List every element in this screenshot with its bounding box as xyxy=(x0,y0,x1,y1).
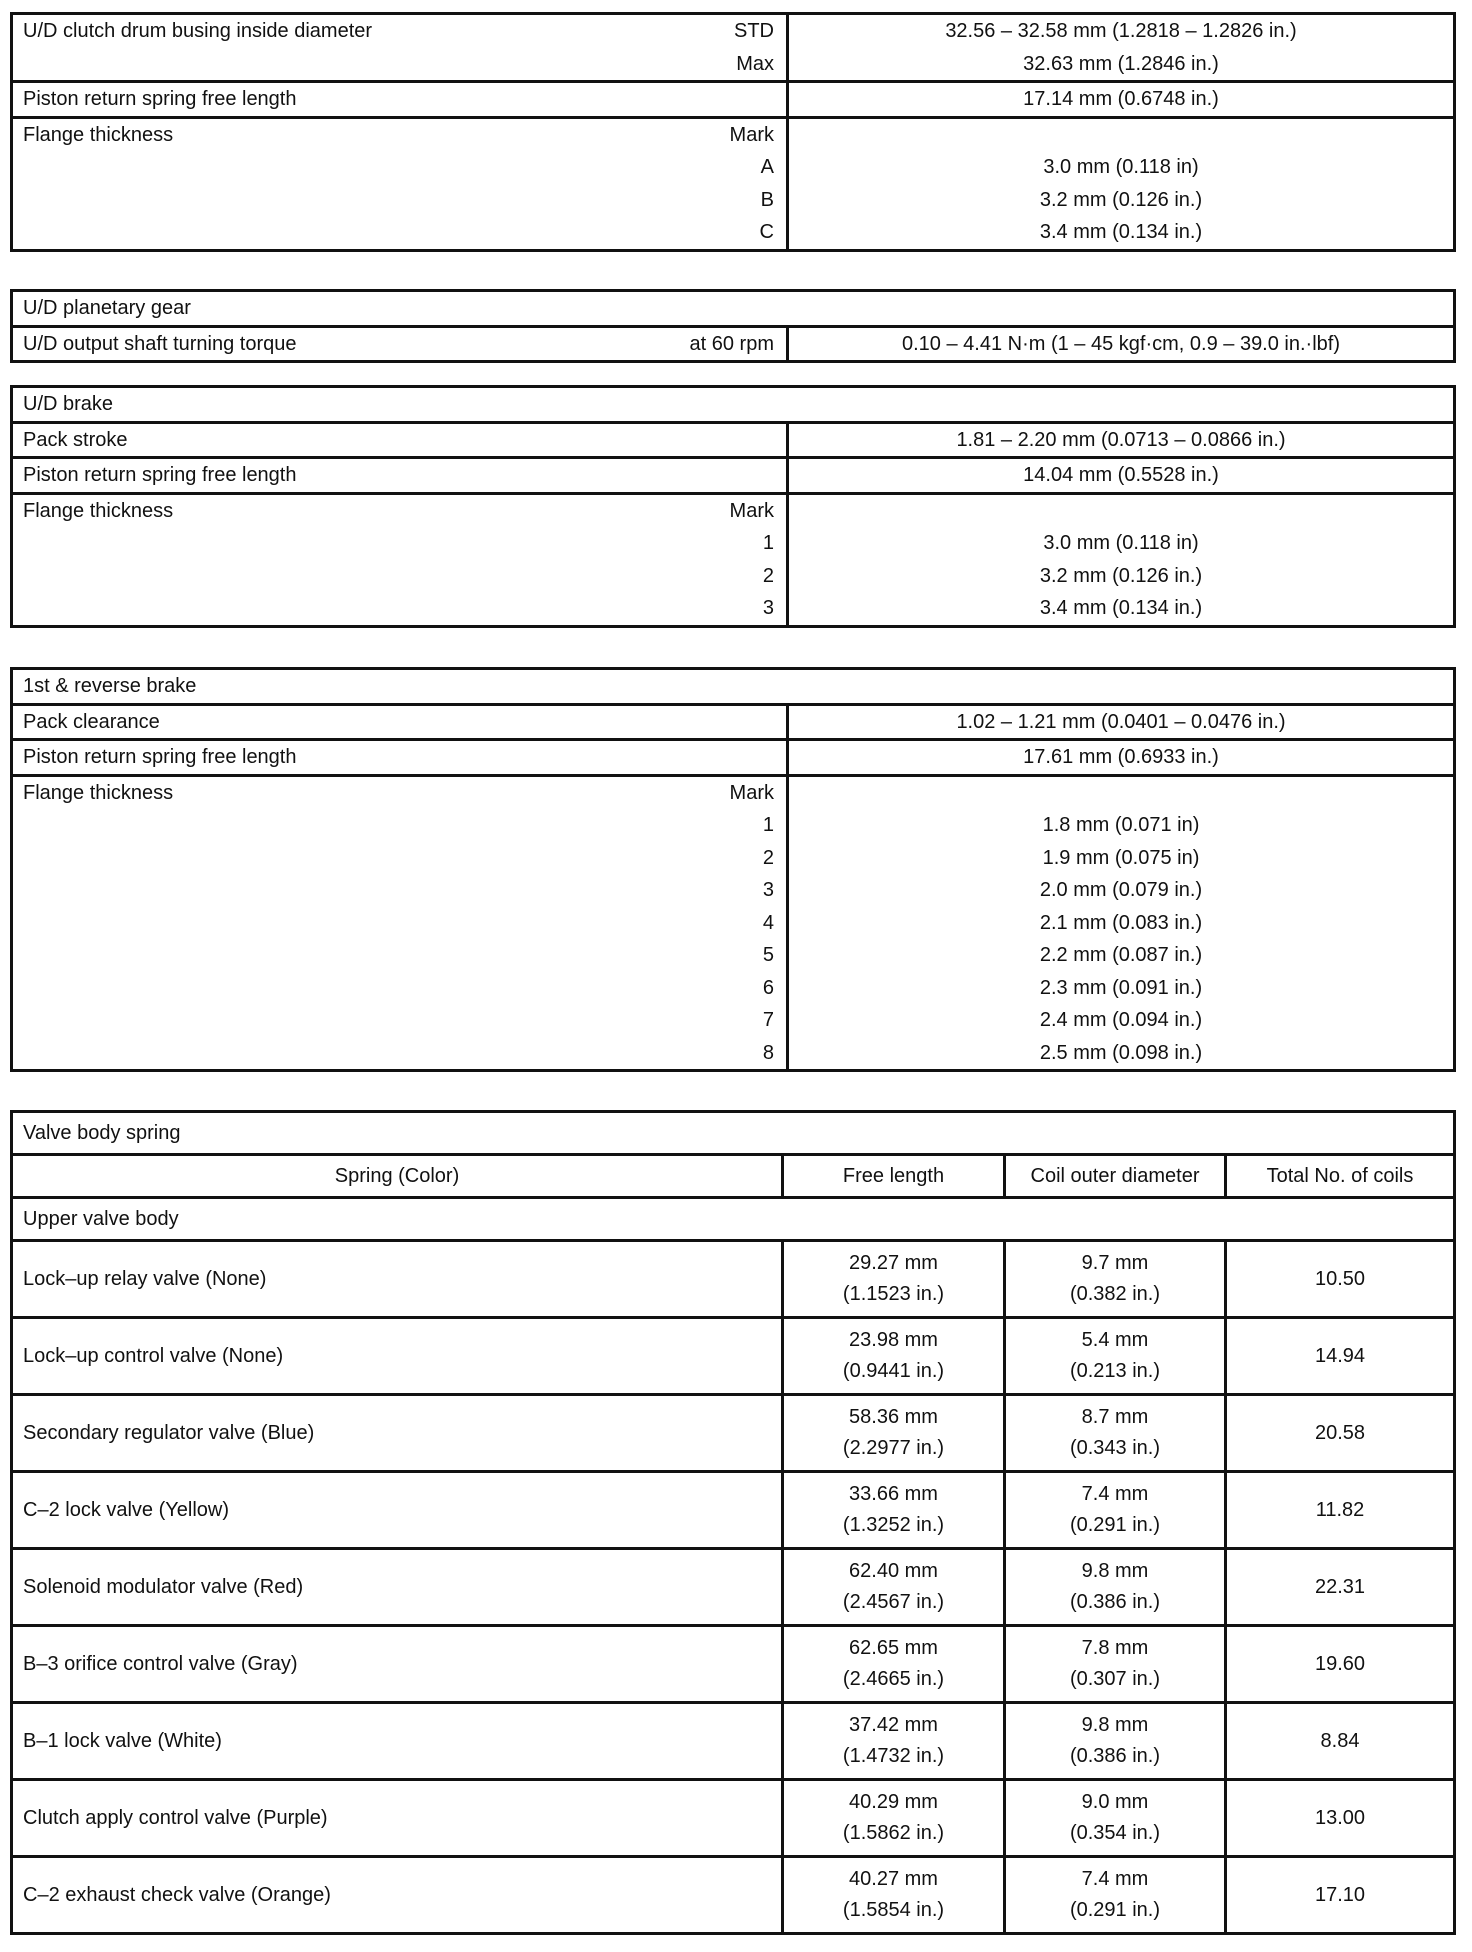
piston-spring-row xyxy=(13,738,1453,774)
mark: 2 xyxy=(762,564,774,587)
free-length-mm: 58.36 mm xyxy=(849,1406,938,1428)
mark: 1 xyxy=(762,532,774,554)
bushing-diameter-label: U/D clutch drum busing inside diameter xyxy=(23,20,373,42)
section-title: 1st & reverse brake xyxy=(23,675,197,697)
coil-od-mm: 7.8 mm xyxy=(1081,1637,1149,1659)
column-header: Total No. of coils xyxy=(1266,1165,1414,1187)
column-header: Coil outer diameter xyxy=(1006,1156,1227,1196)
spring-name: Solenoid modulator valve (Red) xyxy=(13,1550,784,1624)
spring-name: Lock–up control valve (None) xyxy=(13,1319,784,1393)
total-coils: 11.82 xyxy=(1315,1498,1365,1521)
spring-name: Clutch apply control valve (Purple) xyxy=(13,1781,784,1855)
mark: 7 xyxy=(762,1009,774,1031)
spring-name: Lock–up relay valve (None) xyxy=(13,1242,784,1316)
free-length-in: (1.5854 in.) xyxy=(842,1899,945,1921)
free-length-mm: 29.27 mm xyxy=(849,1252,938,1274)
pack-clearance-value: 1.02 – 1.21 mm (0.0401 – 0.0476 in.) xyxy=(956,710,1286,733)
flange-value: 2.3 mm (0.091 in.) xyxy=(1039,976,1203,999)
coil-od-mm: 9.8 mm xyxy=(1081,1714,1149,1736)
spring-name: C–2 exhaust check valve (Orange) xyxy=(13,1858,784,1932)
flange-value: 3.4 mm (0.134 in.) xyxy=(1039,221,1203,243)
total-coils: 17.10 xyxy=(1314,1883,1366,1906)
free-length-in: (1.4732 in.) xyxy=(842,1745,945,1767)
table-row xyxy=(13,1701,1453,1778)
flange-value: 2.5 mm (0.098 in.) xyxy=(1039,1041,1203,1064)
spring-name: B–3 orifice control valve (Gray) xyxy=(13,1627,784,1701)
coil-od-in: (0.386 in.) xyxy=(1069,1745,1161,1767)
turning-torque-row xyxy=(13,325,1453,361)
total-coils: 8.84 xyxy=(1320,1729,1360,1752)
free-length-mm: 40.29 mm xyxy=(849,1791,938,1813)
coil-od-in: (0.343 in.) xyxy=(1069,1437,1161,1459)
first-reverse-brake-spec-table xyxy=(10,667,1456,1072)
pack-clearance-label: Pack clearance xyxy=(23,710,160,733)
pack-stroke-row xyxy=(13,421,1453,457)
coil-od-mm: 8.7 mm xyxy=(1081,1406,1149,1428)
bushing-diameter-row xyxy=(13,15,1453,80)
pack-stroke-label: Pack stroke xyxy=(23,428,128,451)
mark: C xyxy=(759,221,774,243)
table-row xyxy=(13,1470,1453,1547)
free-length-in: (2.2977 in.) xyxy=(842,1437,945,1459)
turning-torque-label: U/D output shaft turning torque xyxy=(23,332,297,355)
total-coils: 20.58 xyxy=(1314,1421,1366,1444)
valve-body-spring-table xyxy=(10,1110,1456,1935)
flange-value: 3.2 mm (0.126 in.) xyxy=(1039,564,1203,587)
piston-spring-label: Piston return spring free length xyxy=(23,464,297,486)
coil-od-mm: 9.0 mm xyxy=(1081,1791,1149,1813)
flange-value: 3.2 mm (0.126 in.) xyxy=(1039,188,1203,211)
table-row xyxy=(13,1393,1453,1470)
piston-spring-value: 17.14 mm (0.6748 in.) xyxy=(1023,88,1219,110)
mark: 3 xyxy=(762,879,774,901)
piston-spring-value: 17.61 mm (0.6933 in.) xyxy=(1023,746,1219,768)
max-label: Max xyxy=(736,52,774,75)
ud-brake-spec-table xyxy=(10,385,1456,628)
table-row xyxy=(13,1624,1453,1701)
mark-label: Mark xyxy=(729,499,774,522)
free-length-in: (1.3252 in.) xyxy=(842,1514,945,1536)
free-length-mm: 23.98 mm xyxy=(849,1329,938,1351)
coil-od-in: (0.386 in.) xyxy=(1069,1591,1161,1613)
free-length-mm: 33.66 mm xyxy=(849,1483,938,1505)
spring-name: B–1 lock valve (White) xyxy=(13,1704,784,1778)
mark: 3 xyxy=(762,597,774,619)
coil-od-in: (0.307 in.) xyxy=(1069,1668,1161,1690)
flange-value: 3.0 mm (0.118 in) xyxy=(1043,532,1199,554)
free-length-in: (2.4665 in.) xyxy=(842,1668,945,1690)
flange-value: 2.0 mm (0.079 in.) xyxy=(1039,879,1203,901)
mark: 6 xyxy=(762,976,774,999)
coil-od-in: (0.291 in.) xyxy=(1069,1899,1161,1921)
column-header: Spring (Color) xyxy=(13,1156,784,1196)
flange-thickness-row xyxy=(13,774,1453,1070)
total-coils: 10.50 xyxy=(1314,1267,1366,1290)
free-length-in: (2.4567 in.) xyxy=(842,1591,945,1613)
coil-od-mm: 7.4 mm xyxy=(1081,1483,1149,1505)
flange-thickness-row xyxy=(13,116,1453,249)
coil-od-mm: 7.4 mm xyxy=(1081,1868,1149,1890)
mark: A xyxy=(760,156,774,178)
flange-value: 2.1 mm (0.083 in.) xyxy=(1039,911,1203,934)
mark: B xyxy=(760,188,774,211)
table-row xyxy=(13,1239,1453,1316)
spring-name: C–2 lock valve (Yellow) xyxy=(13,1473,784,1547)
section-title: Valve body spring xyxy=(23,1122,181,1144)
free-length-mm: 62.40 mm xyxy=(849,1560,938,1582)
piston-spring-label: Piston return spring free length xyxy=(23,88,297,110)
max-value: 32.63 mm (1.2846 in.) xyxy=(1023,52,1219,75)
free-length-in: (0.9441 in.) xyxy=(842,1360,945,1382)
coil-od-mm: 9.7 mm xyxy=(1081,1252,1149,1274)
mark-label: Mark xyxy=(729,781,774,804)
flange-thickness-label: Flange thickness xyxy=(23,781,174,804)
free-length-in: (1.5862 in.) xyxy=(842,1822,945,1844)
total-coils: 14.94 xyxy=(1314,1344,1366,1367)
flange-value: 2.4 mm (0.094 in.) xyxy=(1039,1009,1203,1031)
piston-spring-value: 14.04 mm (0.5528 in.) xyxy=(1023,464,1219,486)
piston-spring-row xyxy=(13,80,1453,116)
section-title: U/D brake xyxy=(23,393,114,415)
table-row xyxy=(13,1778,1453,1855)
mark: 1 xyxy=(762,814,774,836)
coil-od-in: (0.354 in.) xyxy=(1069,1822,1161,1844)
mark: 2 xyxy=(762,846,774,869)
free-length-in: (1.1523 in.) xyxy=(842,1283,945,1305)
mark: 4 xyxy=(762,911,774,934)
table-row xyxy=(13,1855,1453,1932)
spring-name: Secondary regulator valve (Blue) xyxy=(13,1396,784,1470)
free-length-mm: 40.27 mm xyxy=(849,1868,938,1890)
ud-clutch-spec-table xyxy=(10,12,1456,252)
coil-od-in: (0.213 in.) xyxy=(1069,1360,1161,1382)
total-coils: 22.31 xyxy=(1314,1575,1366,1598)
piston-spring-row xyxy=(13,456,1453,492)
column-header: Free length xyxy=(784,1156,1006,1196)
flange-thickness-label: Flange thickness xyxy=(23,499,174,522)
flange-value: 1.9 mm (0.075 in) xyxy=(1042,846,1200,869)
section-title: U/D planetary gear xyxy=(23,297,191,319)
coil-od-in: (0.382 in.) xyxy=(1069,1283,1161,1305)
pack-stroke-value: 1.81 – 2.20 mm (0.0713 – 0.0866 in.) xyxy=(956,428,1286,451)
total-coils: 19.60 xyxy=(1314,1652,1366,1675)
mark: 5 xyxy=(762,944,774,966)
flange-thickness-row xyxy=(13,492,1453,625)
pack-clearance-row xyxy=(13,703,1453,739)
flange-value: 1.8 mm (0.071 in) xyxy=(1042,814,1200,836)
coil-od-mm: 5.4 mm xyxy=(1081,1329,1149,1351)
flange-value: 3.4 mm (0.134 in.) xyxy=(1039,597,1203,619)
subsection-title: Upper valve body xyxy=(23,1208,179,1230)
free-length-mm: 62.65 mm xyxy=(849,1637,938,1659)
std-label: STD xyxy=(734,20,774,42)
total-coils: 13.00 xyxy=(1314,1806,1366,1829)
table-row xyxy=(13,1547,1453,1624)
ud-planetary-spec-table xyxy=(10,289,1456,363)
mark: 8 xyxy=(762,1041,774,1064)
std-value: 32.56 – 32.58 mm (1.2818 – 1.2826 in.) xyxy=(945,20,1297,42)
free-length-mm: 37.42 mm xyxy=(849,1714,938,1736)
rpm-qualifier: at 60 rpm xyxy=(689,332,774,355)
flange-value: 2.2 mm (0.087 in.) xyxy=(1039,944,1203,966)
flange-thickness-label: Flange thickness xyxy=(23,123,174,146)
piston-spring-label: Piston return spring free length xyxy=(23,746,297,768)
coil-od-in: (0.291 in.) xyxy=(1069,1514,1161,1536)
coil-od-mm: 9.8 mm xyxy=(1081,1560,1149,1582)
table-header xyxy=(13,1153,1453,1196)
flange-value: 3.0 mm (0.118 in) xyxy=(1043,156,1199,178)
mark-label: Mark xyxy=(729,123,774,146)
table-row xyxy=(13,1316,1453,1393)
turning-torque-value: 0.10 – 4.41 N·m (1 – 45 kgf·cm, 0.9 – 39.0 in.·lbf) xyxy=(902,332,1340,355)
